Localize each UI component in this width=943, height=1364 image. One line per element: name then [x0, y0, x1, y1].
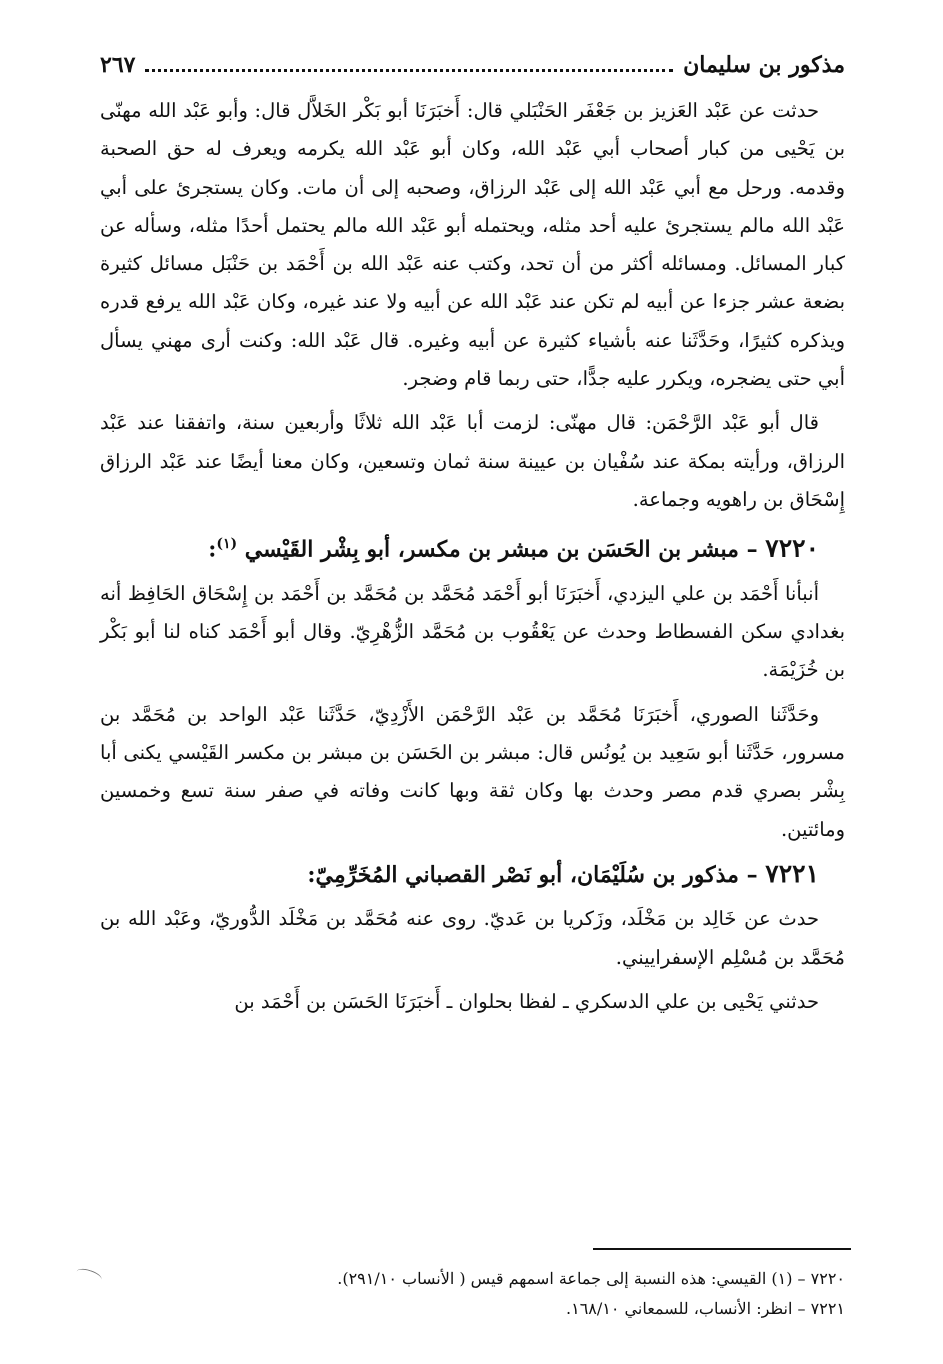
entry-title-7221 [100, 855, 845, 894]
page-number: ٢٦٧ [100, 52, 136, 78]
running-title: مذكور بن سليمان [683, 52, 845, 78]
footnote: ٧٢٢١ – انظر: الأنساب، للسمعاني ١٦٨/١٠. [566, 1299, 845, 1318]
paragraph: أنبأنا أَحْمَد بن علي اليزدي، أَخبَرَنَا أبو أَحْمَد مُحَمَّد بن مُحَمَّد بن أَحْمَد بن إِسْحَاق الحَافِظ أنه بغدادي سكن الفسطاط وحدث عن يَعْقُوب بن مُحَمَّد الزُّهْرِيّ. وقال أبو أَحْمَد كناه لنا أبو بَكْر بن خُزَيْمَة. [100, 581, 845, 682]
footnote-reference: (١) [216, 536, 238, 553]
paragraph: حدثني يَحْيى بن علي الدسكري ـ لفظا بحلوان ـ أَخبَرَنَا الحَسَن بن أَحْمَد بن [234, 989, 819, 1013]
entry-heading: – مذكور بن سُلَيْمَان، أبو نَصْر القصباني المُخَرِّمِيّ [315, 861, 758, 888]
paragraph: حدثت عن عَبْد العَزيز بن جَعْفَر الحَنْبَلي قال: أَخبَرَنَا أبو بَكْر الخَلاَّل قال: وأبو عَبْد الله مهنّى بن يَحْيى من كبار أصحاب أبي عَبْد الله، وكان أبو عَبْد الله يكرمه ويعرف له حق الصحبة وقدمه. ورحل مع أبي عَبْد الله إلى عَبْد الرزاق، وصحبه إلى أن مات. وكان يستجرئ على أبي عَبْد الله مالم يستجرئ عليه أحد مثله، ويحتمله أبو عَبْد الله مالم يحتمل أحدًا مثله، وسأله عن كبار المسائل. ومسائله أكثر من أن تحد، وكتب عنه عَبْد الله بن أَحْمَد بن حَنْبَل مسائل كثيرة بضعة عشر جزءا عن أبيه لم تكن عند عَبْد الله عن أبيه ولا عند غيره، وكان عَبْد الله يرفع قدره ويذكره كثيرًا، وحَدَّثَنا عنه بأشياء كثيرة عن أبيه وغيره. قال عَبْد الله: وكنت أرى مهني يسأل أبي حتى يضجره، ويكرر عليه جدًّا، حتى ربما قام وضجر. [100, 99, 845, 391]
running-header [100, 52, 845, 92]
paragraph: وحَدَّثَنا الصوري، أَخبَرَنَا مُحَمَّد بن عَبْد الرَّحْمَن الأَزْدِيّ، حَدَّثَنا عَبْد الواحد بن مُحَمَّد بن مسرور، حَدَّثَنا أبو سَعِيد بن يُونُس قال: مبشر بن الحَسَن بن مبشر بن مكسر القَيْسي يكنى أبا بِشْر بصري قدم مصر وحدث بها وكان ثقة وبها كانت وفاته في صفر سنة تسع وخمسين ومائتين. [100, 702, 845, 841]
entry-number: ٧٢٢١ [765, 858, 819, 888]
entry-number: ٧٢٢٠ [765, 533, 819, 563]
footnote: ٧٢٢٠ – (١) القيسي: هذه النسبة إلى جماعة اسمهم قيس ( الأنساب ٢٩١/١٠). [337, 1269, 845, 1288]
heading-colon: : [307, 861, 316, 888]
entry-title-7220 [100, 525, 845, 569]
paragraph: حدث عن خَالِد بن مَخْلَد، وزَكريا بن عَديّ. روى عنه مُحَمَّد بن مَخْلَد الدُّوريّ، وعَبْد الله بن مُحَمَّد بن مُسْلِم الإسفراييني. [100, 907, 845, 969]
heading-colon: : [208, 536, 217, 563]
footnote-separator [593, 1248, 851, 1250]
paragraph: قال أبو عَبْد الرَّحْمَن: قال مهنّى: لزمت أبا عَبْد الله ثلاثًا وأربعين سنة، واتفقنا عند عَبْد الرزاق، ورأيته بمكة عند سُفْيان بن عيينة سنة ثمان وتسعين، وكان معنا أيضًا عند عَبْد الرزاق إِسْحَاق بن راهويه وجماعة. [100, 411, 845, 511]
scan-mark [75, 1266, 103, 1284]
page-body [100, 92, 845, 1027]
entry-heading: – مبشر بن الحَسَن بن مبشر بن مكسر، أبو بِشْر القَيْسي [244, 536, 758, 563]
leader-dots [145, 55, 673, 72]
footnotes [100, 1264, 845, 1324]
